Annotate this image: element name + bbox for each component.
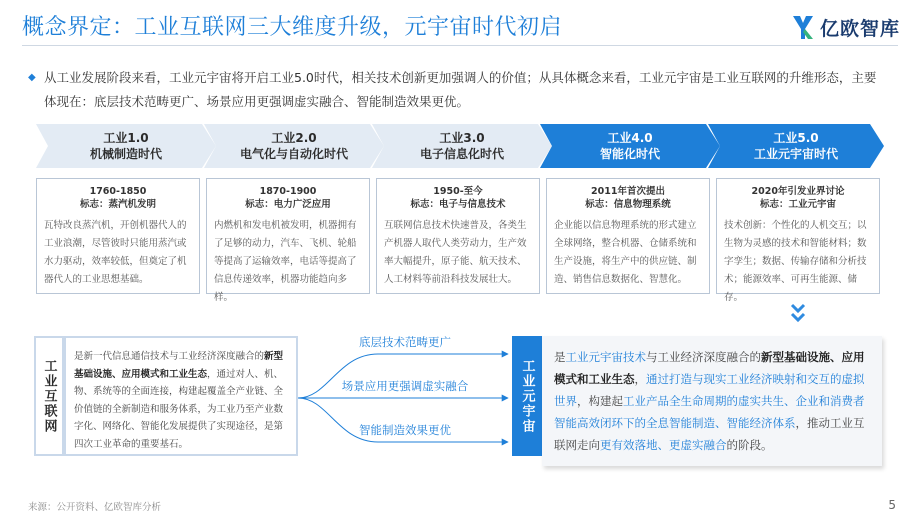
page-number: 5: [888, 498, 896, 512]
source-note: 来源：公开资料、亿欧智库分析: [28, 502, 162, 513]
industrial-internet-definition: 是新一代信息通信技术与工业经济深度融合的新型基础设施、应用模式和工业生态，通过对人、机、物、系统等的全面连接，构建起覆盖全产业链、全价值链的全新制造和服务体系，为工业乃至产业数字化、网络化、智能化发展提供了实现途径，是第四次工业革命的重要基石。: [64, 336, 298, 456]
upgrade-connectors: [298, 326, 512, 466]
stage-5-year: 2020年引发业界讨论: [751, 186, 845, 197]
stage-3-card: [376, 178, 540, 294]
industrial-metaverse-definition: 是工业元宇宙技术与工业经济深度融合的新型基础设施、应用模式和工业生态，通过打造与现实工业经济映射和交互的虚拟世界，构建起工业产品全生命周期的虚实共生、企业和消费者智能高效闭环下的全息智能制造、智能经济体系，推动工业互联网走向更有效落地、更虚实融合的阶段。: [542, 336, 882, 466]
stage-5-name: 工业5.0: [773, 131, 819, 145]
stage-3-name: 工业3.0: [439, 131, 485, 145]
stage-4-card: [546, 178, 710, 294]
logo-text: 亿欧智库: [819, 17, 900, 40]
stage-2-name: 工业2.0: [271, 131, 317, 145]
stage-1: [36, 124, 216, 168]
stage-3: [372, 124, 552, 168]
logo-icon: [790, 12, 816, 42]
industry-stage-timeline: [36, 124, 884, 168]
title-divider: [22, 45, 898, 46]
stage-3-description: 互联网信息技术快速普及，各类生产机器人取代人类劳动力，生产效率大幅提升，原子能、航天技术、人工材料等前沿科技发展壮大。: [384, 220, 527, 285]
stage-4-mark: 标志：信息物理系统: [585, 199, 671, 210]
stage-1-mark: 标志：蒸汽机发明: [79, 199, 156, 210]
stage-5-subtitle: 工业元宇宙时代: [753, 147, 838, 161]
stage-1-card: [36, 178, 200, 294]
stage-3-year: 1950-至今: [433, 186, 483, 197]
page-title: 概念界定：工业互联网三大维度升级，元宇宙时代初启: [22, 15, 563, 40]
stage-2: [204, 124, 384, 168]
stage-1-name: 工业1.0: [103, 131, 149, 145]
connector-label-1: 底层技术范畴更广: [359, 335, 451, 349]
diamond-bullet-icon: ◆: [28, 72, 36, 83]
stage-4-subtitle: 智能化时代: [599, 147, 660, 161]
stage-2-card: [206, 178, 370, 303]
stage-2-year: 1870-1900: [259, 186, 317, 197]
double-chevron-down-icon: [790, 302, 806, 324]
stage-2-subtitle: 电气化与自动化时代: [239, 147, 348, 161]
stage-2-description: 内燃机和发电机被发明，机器拥有了足够的动力，汽车、飞机、轮船等提高了运输效率，电话等提高了信息传递效率，机器功能趋向多样。: [214, 220, 357, 303]
stage-5-description: 技术创新：个性化的人机交互；以生物为灵感的技术和智能材料；数字孪生；数据、传输存储和分析技术；能源效率、可再生能源、储存。: [724, 220, 867, 303]
stage-4-name: 工业4.0: [607, 131, 653, 145]
stage-3-mark: 标志：电子与信息技术: [410, 199, 506, 210]
connector-label-3: 智能制造效果更优: [359, 423, 451, 437]
logo: [790, 10, 900, 44]
connector-label-2: 场景应用更强调虚实融合: [341, 379, 469, 393]
stage-2-mark: 标志：电力广泛应用: [245, 199, 331, 210]
stage-4: [540, 124, 720, 168]
intro-text: 从工业发展阶段来看，工业元宇宙将开启工业5.0时代，相关技术创新更加强调人的价值；从具体概念来看，工业元宇宙是工业互联网的升维形态，主要体现在：底层技术范畴更广、场景应用更强调虚实融合、智能制造效果更优。: [44, 70, 877, 109]
industrial-internet-label: 工业互联网: [34, 336, 64, 456]
stage-4-description: 企业能以信息物理系统的形式建立全球网络，整合机器、仓储系统和生产设施，将生产中的供应链、制造、销售信息数据化、智慧化。: [554, 220, 697, 285]
stage-1-subtitle: 机械制造时代: [89, 147, 162, 161]
stage-1-description: 瓦特改良蒸汽机，开创机器代人的工业浪潮，尽管彼时只能用蒸汽或水力驱动，效率较低，但奠定了机器代人的工业思想基础。: [44, 220, 187, 285]
stage-5: [708, 124, 884, 168]
stage-3-subtitle: 电子信息化时代: [419, 147, 504, 161]
intro-paragraph: [28, 66, 888, 114]
stage-4-year: 2011年首次提出: [591, 186, 665, 197]
stage-1-year: 1760-1850: [89, 186, 147, 197]
stage-5-mark: 标志：工业元宇宙: [759, 199, 836, 210]
stage-5-card: [716, 178, 880, 303]
industrial-metaverse-label: 工业元宇宙: [512, 336, 542, 456]
